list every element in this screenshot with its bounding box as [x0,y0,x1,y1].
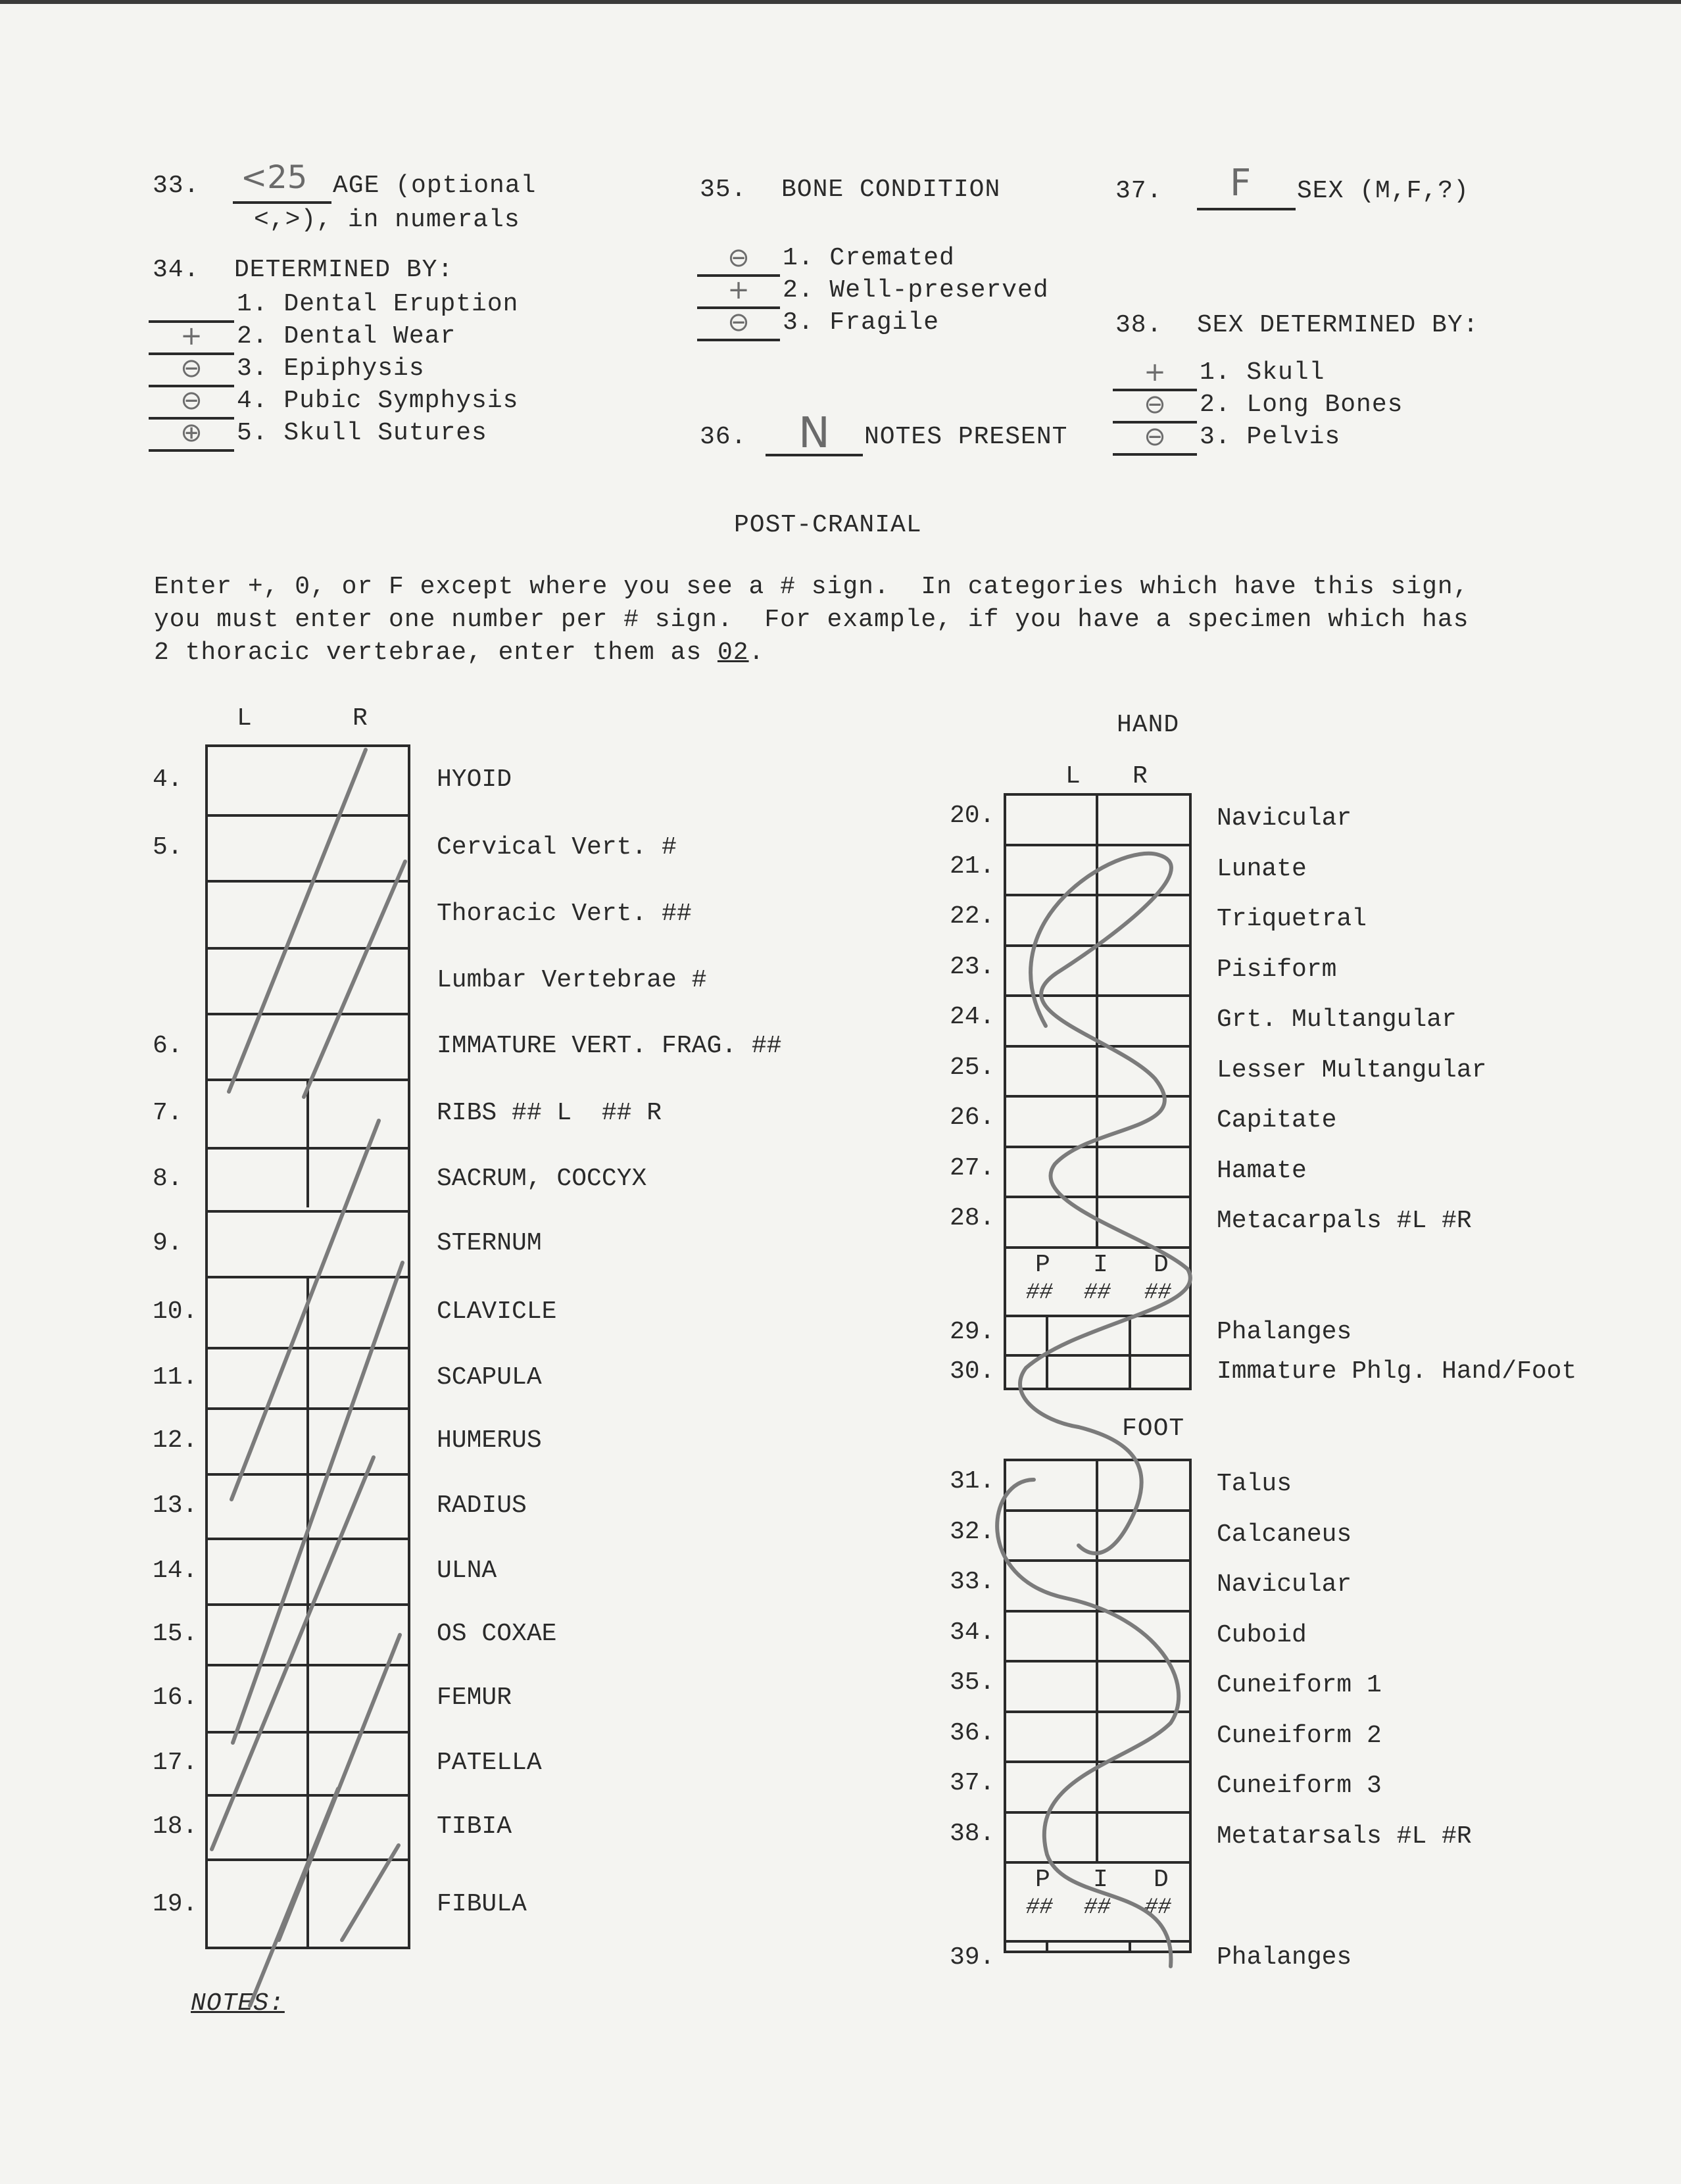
hand-pid-hash: ## [1084,1280,1111,1305]
q38-option-1-label: 1. Skull [1200,358,1325,387]
row-cell-right[interactable] [309,1349,405,1405]
hand-row-label: Metacarpals #L #R [1217,1207,1472,1236]
row-label: OS COXAE [437,1620,557,1648]
q38-option-1-mark: + [1144,357,1166,387]
hand-row-label: Triquetral [1217,905,1367,934]
row-number: 10. [153,1298,198,1326]
row-label: FEMUR [437,1684,512,1712]
q38-title: SEX DETERMINED BY: [1197,311,1479,339]
example-value: 02 [717,639,749,667]
row-cell-right[interactable] [309,950,405,1010]
q34-option-2-mark: + [180,321,203,351]
row-label: SCAPULA [437,1363,542,1392]
row-label: TIBIA [437,1812,512,1841]
instructions-line-3-text: 2 thoracic vertebrae, enter them as [154,639,718,667]
row-number: 19. [153,1890,198,1918]
notes-label: NOTES: [191,1989,285,2018]
foot-pid-header: I [1093,1866,1108,1894]
q34-option-3-field[interactable] [149,352,234,387]
foot-pid-header: D [1154,1866,1169,1894]
foot-row-number: 33. [950,1568,995,1597]
q35-option-1-mark: ⊖ [727,243,750,273]
q38-option-2-label: 2. Long Bones [1200,391,1403,419]
foot-row-label: Metatarsals #L #R [1217,1822,1472,1851]
row-label: RADIUS [437,1492,527,1520]
hand-row-label: Pisiform [1217,955,1337,984]
left-col-label: L [237,704,253,733]
q34-option-5-mark: ⊕ [180,418,203,448]
row-cell-left[interactable] [208,1540,304,1601]
row-label: Lumbar Vertebrae # [437,966,707,994]
hand-pid-header: I [1093,1250,1108,1279]
foot-pid-hash: ## [1084,1895,1111,1920]
row-cell-left[interactable] [208,1734,304,1791]
grid-row-line [1006,1315,1189,1317]
q35-option-2-mark: + [727,275,750,305]
q36-notes-field[interactable] [766,409,863,458]
hand-row-number: 20. [950,802,995,831]
q34-option-3-label: 3. Epiphysis [237,354,425,383]
row-label: Cervical Vert. # [437,833,677,861]
q37-number: 37. [1115,177,1163,205]
hand-row-number: 28. [950,1204,995,1233]
hand-pid-header: D [1154,1250,1169,1279]
hand-title: HAND [1117,711,1180,739]
row-label: CLAVICLE [437,1298,557,1326]
foot-title: FOOT [1122,1415,1185,1443]
row-cell-right[interactable] [309,1081,405,1144]
row-cell-right[interactable] [309,1476,405,1535]
q34-option-1-label: 1. Dental Eruption [237,290,519,318]
q36-notes-value: N [798,409,830,458]
foot-row-label: Cuneiform 1 [1217,1671,1382,1700]
foot-row-number: 36. [950,1718,995,1747]
phalanx-divider [1129,1317,1131,1388]
example-end: . [748,639,765,667]
phalanx-divider [1046,1317,1048,1388]
row-cell-left[interactable] [208,1081,304,1144]
grid-col-divider [1096,1461,1098,1864]
row-cell-right[interactable] [309,1213,405,1273]
q35-option-2-field[interactable] [697,274,780,309]
foot-row-number: 32. [950,1517,995,1546]
q33-label: AGE (optional [333,172,537,200]
hand-row-number: 22. [950,902,995,931]
q36-number: 36. [700,423,747,451]
q38-option-1-field[interactable] [1113,356,1197,391]
row-label: Thoracic Vert. ## [437,900,692,928]
row-number: 14. [153,1557,198,1585]
q33-age-value: <25 [241,159,308,196]
q36-label: NOTES PRESENT [864,423,1068,451]
q34-option-1-field[interactable] [149,288,234,323]
hand-row-number: 21. [950,852,995,881]
q35-option-3-field[interactable] [697,306,780,341]
row-number: 17. [153,1749,198,1777]
hand-phal-number: 30. [950,1357,995,1386]
foot-phal-number: 39. [950,1943,995,1972]
foot-row-number: 34. [950,1618,995,1647]
row-number: 16. [153,1684,198,1712]
row-cell-left[interactable] [208,1606,304,1661]
row-number: 8. [153,1165,183,1193]
hand-row-number: 23. [950,952,995,981]
row-cell-right[interactable] [309,817,405,877]
row-label: SACRUM, COCCYX [437,1165,647,1193]
q34-number: 34. [153,256,200,284]
q34-option-4-label: 4. Pubic Symphysis [237,387,519,415]
foot-pid-hash: ## [1144,1895,1171,1920]
foot-pid-header: P [1035,1866,1050,1894]
q34-option-2-field[interactable] [149,320,234,355]
row-cell-left[interactable] [208,1410,304,1470]
instructions-line-3 [154,641,764,666]
row-number: 13. [153,1492,198,1520]
foot-row-label: Navicular [1217,1570,1352,1599]
row-number: 6. [153,1032,183,1060]
row-cell-left[interactable] [208,1666,304,1728]
row-number: 5. [153,833,183,861]
q34-option-5-label: 5. Skull Sutures [237,419,487,447]
q35-option-2-label: 2. Well-preserved [783,276,1049,304]
row-label: ULNA [437,1557,497,1585]
hand-row-label: Lesser Multangular [1217,1056,1487,1084]
row-cell-right[interactable] [309,1861,405,1947]
hand-row-label: Navicular [1217,804,1352,833]
q35-option-3-mark: ⊖ [727,307,750,337]
foot-row-number: 31. [950,1467,995,1496]
q35-title: BONE CONDITION [781,176,1001,204]
q38-option-3-label: 3. Pelvis [1200,423,1341,451]
row-cell-right[interactable] [309,1734,405,1791]
hand-row-number: 25. [950,1053,995,1082]
grid-row-line [1006,1354,1189,1357]
phalanx-divider [1046,1943,1048,1951]
row-number: 12. [153,1426,198,1455]
foot-row-label: Talus [1217,1470,1292,1499]
row-cell-right[interactable] [309,1278,405,1344]
row-cell-left[interactable] [208,1278,304,1344]
foot-row-label: Cuboid [1217,1620,1307,1649]
row-cell-right[interactable] [309,1540,405,1601]
row-cell-right[interactable] [309,1150,405,1207]
foot-phal-label: Phalanges [1217,1943,1352,1972]
q35-option-1-label: 1. Cremated [783,244,955,272]
q37-sex-field[interactable] [1197,164,1296,210]
row-cell-left[interactable] [208,1349,304,1405]
row-label: HUMERUS [437,1426,542,1455]
row-label: IMMATURE VERT. FRAG. ## [437,1032,782,1060]
hand-row-label: Lunate [1217,854,1307,883]
row-cell-left[interactable] [208,817,304,877]
instructions-line-2: you must enter one number per # sign. For example, if you have a specimen which has [154,606,1469,634]
row-label: RIBS ## L ## R [437,1099,662,1127]
foot-row-label: Cuneiform 3 [1217,1772,1382,1801]
right-col-label: R [353,704,368,733]
scan-edge [0,0,1681,4]
row-number: 4. [153,765,183,794]
foot-pid-hash: ## [1026,1895,1053,1920]
row-cell-right[interactable] [309,1410,405,1470]
section-title: POST-CRANIAL [734,511,922,539]
row-label: PATELLA [437,1749,542,1777]
hand-row-number: 27. [950,1153,995,1182]
q34-title: DETERMINED BY: [234,256,454,284]
row-cell-right[interactable] [309,883,405,944]
hand-left-col-label: L [1065,762,1081,790]
hand-row-label: Capitate [1217,1106,1337,1135]
foot-row-number: 38. [950,1819,995,1848]
q38-option-3-field[interactable] [1113,421,1197,456]
instructions-line-1: Enter +, 0, or F except where you see a # sign. In categories which have this sign, [154,573,1469,601]
row-number: 9. [153,1229,183,1257]
hand-row-number: 24. [950,1003,995,1032]
row-cell-left[interactable] [208,1213,304,1273]
q38-option-3-mark: ⊖ [1144,422,1166,452]
row-cell-right[interactable] [309,1797,405,1856]
q33-number: 33. [153,172,200,200]
q37-sex-value: F [1230,162,1252,205]
row-label: STERNUM [437,1229,542,1257]
hand-phal-number: 29. [950,1317,995,1346]
hand-right-col-label: R [1133,762,1148,790]
hand-phal-label: Phalanges [1217,1317,1352,1346]
hand-pid-hash: ## [1144,1280,1171,1305]
q34-option-4-mark: ⊖ [180,385,203,416]
row-cell-right[interactable] [309,1015,405,1076]
row-cell-left[interactable] [208,1861,304,1947]
q38-number: 38. [1115,311,1163,339]
row-cell-right[interactable] [309,747,405,812]
q35-number: 35. [700,176,747,204]
foot-row-label: Cuneiform 2 [1217,1721,1382,1750]
row-cell-left[interactable] [208,1015,304,1076]
hand-phal-label: Immature Phlg. Hand/Foot [1217,1357,1577,1386]
phalanx-divider [1129,1943,1131,1951]
row-cell-right[interactable] [309,1606,405,1661]
q33-age-field[interactable] [233,159,331,204]
hand-pid-hash: ## [1026,1280,1053,1305]
row-number: 18. [153,1812,198,1841]
row-label: HYOID [437,765,512,794]
row-cell-left[interactable] [208,1150,304,1207]
row-label: FIBULA [437,1890,527,1918]
q35-option-1-field[interactable] [697,242,780,277]
row-cell-left[interactable] [208,747,304,812]
row-cell-left[interactable] [208,950,304,1010]
q35-option-3-label: 3. Fragile [783,308,940,337]
row-cell-left[interactable] [208,1476,304,1535]
q37-label: SEX (M,F,?) [1297,177,1469,205]
hand-row-label: Grt. Multangular [1217,1006,1457,1034]
q33-label-2: <,>), in numerals [254,206,520,234]
q38-option-2-field[interactable] [1113,389,1197,424]
foot-row-number: 37. [950,1769,995,1798]
row-cell-left[interactable] [208,1797,304,1856]
grid-col-divider [1096,796,1098,1249]
row-number: 7. [153,1099,183,1127]
foot-row-label: Calcaneus [1217,1520,1352,1549]
hand-pid-header: P [1035,1250,1050,1279]
q34-option-2-label: 2. Dental Wear [237,322,456,351]
q34-option-3-mark: ⊖ [180,353,203,383]
foot-row-number: 35. [950,1668,995,1697]
q34-option-4-field[interactable] [149,385,234,420]
grid-row-line [1006,1940,1189,1943]
row-number: 11. [153,1363,198,1392]
row-cell-right[interactable] [309,1666,405,1728]
row-number: 15. [153,1620,198,1648]
hand-row-number: 26. [950,1104,995,1132]
hand-row-label: Hamate [1217,1156,1307,1185]
row-cell-left[interactable] [208,883,304,944]
q38-option-2-mark: ⊖ [1144,389,1166,420]
q34-option-5-field[interactable] [149,417,234,452]
